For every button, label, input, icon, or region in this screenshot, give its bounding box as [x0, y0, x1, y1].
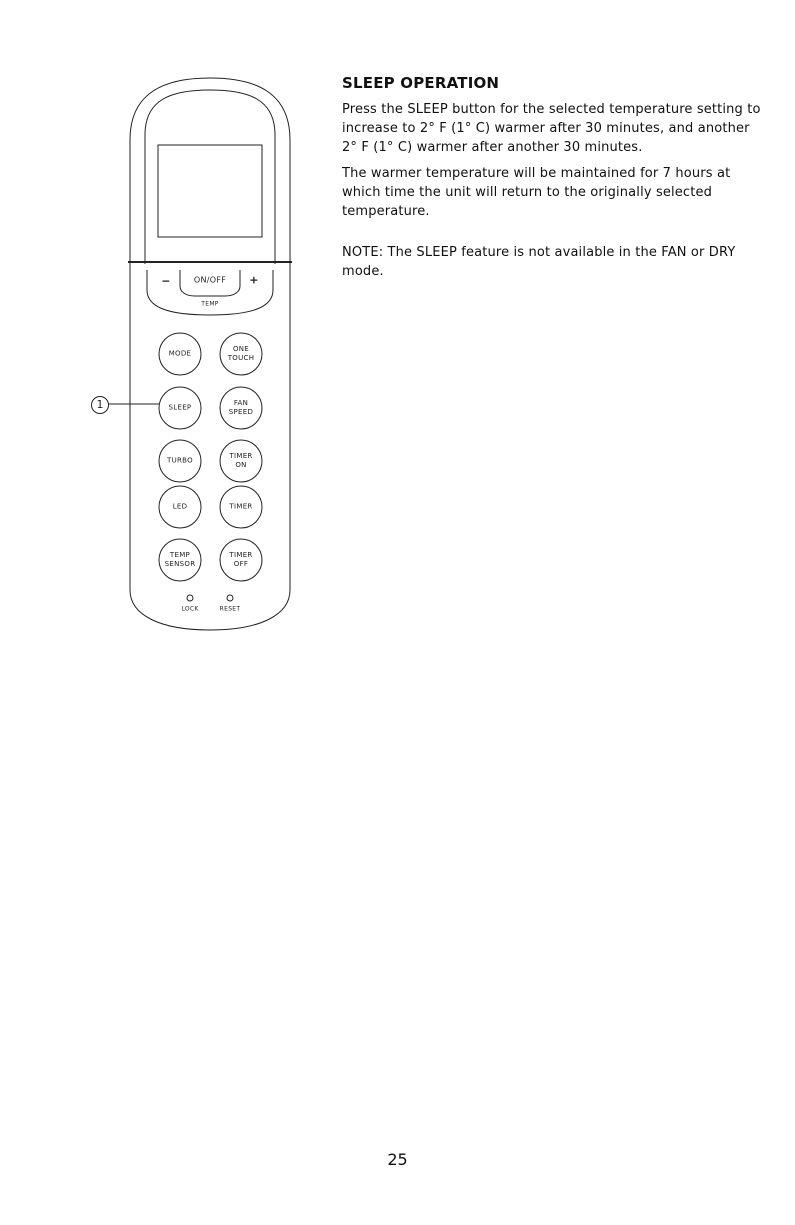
sleep-operation-section — [342, 74, 762, 288]
temp-plus-label[interactable]: + — [249, 273, 259, 287]
one-touch-label: ONE TOUCH — [227, 345, 255, 362]
turbo-label: TURBO — [167, 456, 193, 465]
temp-sensor-label: TEMP SENSOR — [164, 551, 196, 568]
timer-off-label: TIMER OFF — [229, 551, 253, 568]
sleep-label: SLEEP — [168, 403, 192, 412]
fan-speed-label: FAN SPEED — [228, 399, 254, 416]
lock-label: LOCK — [181, 605, 199, 613]
lock-pinhole[interactable] — [187, 595, 193, 601]
reset-label: RESET — [219, 605, 241, 613]
section-heading: SLEEP OPERATION — [342, 74, 500, 92]
paragraph-maintenance: The warmer temperature will be maintained for 7 hours at which time the unit will return to the originally selected temperature. — [342, 166, 731, 219]
timer-label: TIMER — [229, 502, 253, 511]
page-number: 25 — [387, 1150, 408, 1169]
note-text: NOTE: The SLEEP feature is not available in the FAN or DRY mode. — [342, 245, 736, 279]
temp-minus-label[interactable]: − — [161, 274, 171, 288]
temp-label: TEMP — [201, 300, 219, 308]
led-label: LED — [172, 502, 188, 511]
paragraph-sleep-description: Press the SLEEP button for the selected temperature setting to increase to 2° F (1° C) warmer after 30 minutes, and another 2° F (1° C) warmer after another 30 minutes. — [342, 102, 761, 155]
remote-control-illustration — [0, 0, 320, 680]
mode-label: MODE — [168, 349, 192, 358]
reset-pinhole[interactable] — [227, 595, 233, 601]
timer-on-label: TIMER ON — [229, 452, 253, 469]
remote-outline — [0, 0, 320, 680]
on-off-label[interactable]: ON/OFF — [193, 275, 227, 285]
callout-marker: 1 — [91, 396, 109, 414]
